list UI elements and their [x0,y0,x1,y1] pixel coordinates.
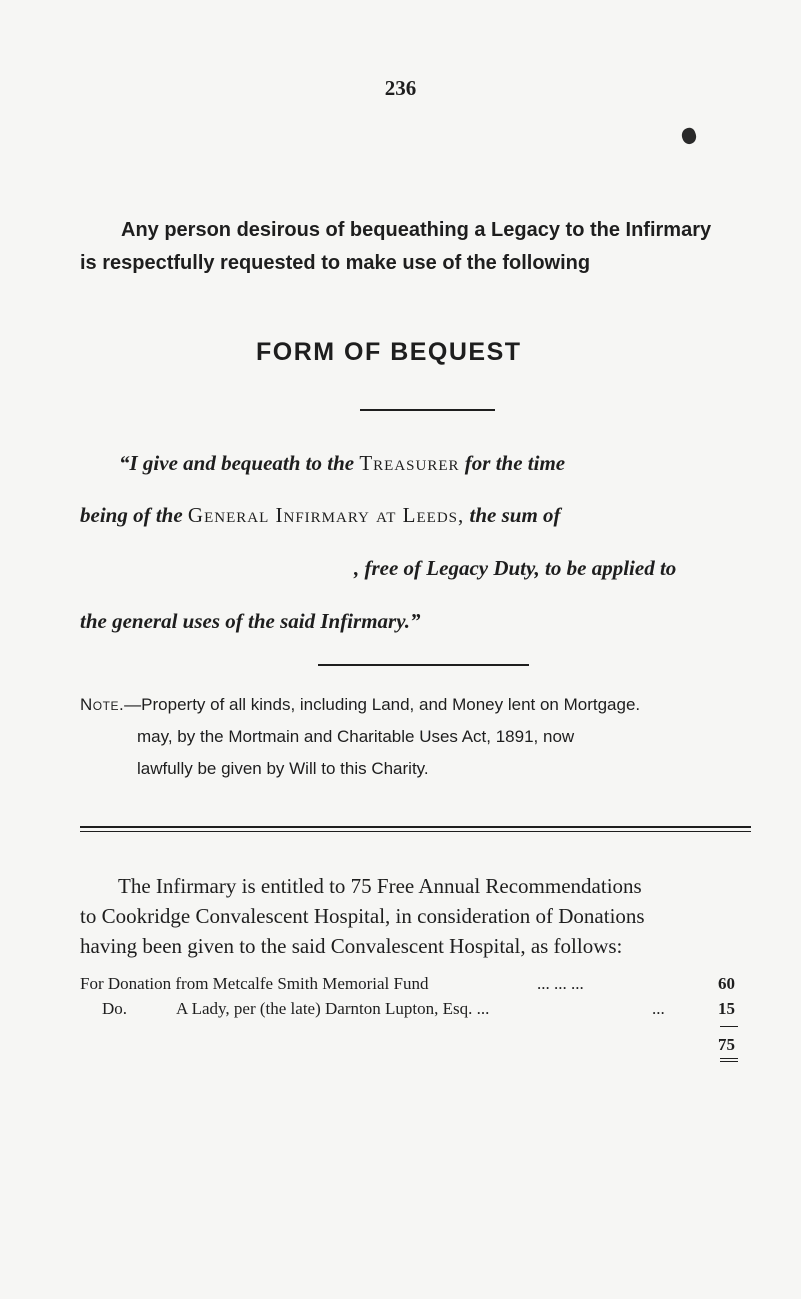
intro-line-1: Any person desirous of bequeathing a Legacy to the Infirmary [121,219,712,241]
bequest-line-3: , free of Legacy Duty, to be applied to [354,556,677,580]
bequest-part-4: the sum of [464,503,561,527]
bequest-part-3: being of the [80,503,188,527]
recommendations-line-1: The Infirmary is entitled to 75 Free Annual Recommendations [118,874,642,898]
infirmary-name: General Infirmary at Leeds, [187,503,465,527]
treasurer-word: Treasurer [359,451,460,475]
note-line-1 [80,695,640,715]
leader-dots: ... [652,999,665,1018]
divider-rule [318,664,529,666]
bequest-part-2: for the time [459,451,566,475]
page-number: 236 [384,76,417,100]
donation-row-2-amount: 15 [718,999,735,1018]
note-line-3: lawfully be given by Will to this Charity. [137,759,429,778]
form-title: FORM OF BEQUEST [256,338,522,366]
note-line-2: may, by the Mortmain and Charitable Uses Act, 1891, now [137,727,575,746]
note-label: Note. [80,695,125,714]
double-rule-top [80,826,751,828]
bequest-part-1: I give and bequeath to the [129,451,360,475]
open-quote: “ [119,451,130,475]
double-rule-bottom [80,831,751,832]
donation-total: 75 [718,1035,735,1054]
note-text: —Property of all kinds, including Land, and Money lent on Mortgage. [124,695,641,714]
total-double-rule-bottom [720,1061,738,1062]
ink-smudge [680,126,699,146]
divider-rule [360,409,495,411]
bequest-line-4: the general uses of the said Infirmary.” [80,609,421,633]
donation-row-1-label: For Donation from Metcalfe Smith Memorial Fund [80,974,429,993]
bequest-line-1 [119,451,565,476]
donation-row-2-prefix: Do. [102,999,128,1018]
sum-rule [720,1026,738,1027]
donation-row-2-label: A Lady, per (the late) Darnton Lupton, Esq. ... [176,999,490,1018]
bequest-line-2 [80,503,561,528]
donation-row-1-amount: 60 [718,974,735,993]
total-double-rule-top [720,1058,738,1059]
leader-dots: ... ... ... [537,974,584,993]
intro-line-2: is respectfully requested to make use of the following [80,252,591,274]
recommendations-line-2: to Cookridge Convalescent Hospital, in consideration of Donations [80,904,645,928]
recommendations-line-3: having been given to the said Convalescent Hospital, as follows: [80,934,623,958]
